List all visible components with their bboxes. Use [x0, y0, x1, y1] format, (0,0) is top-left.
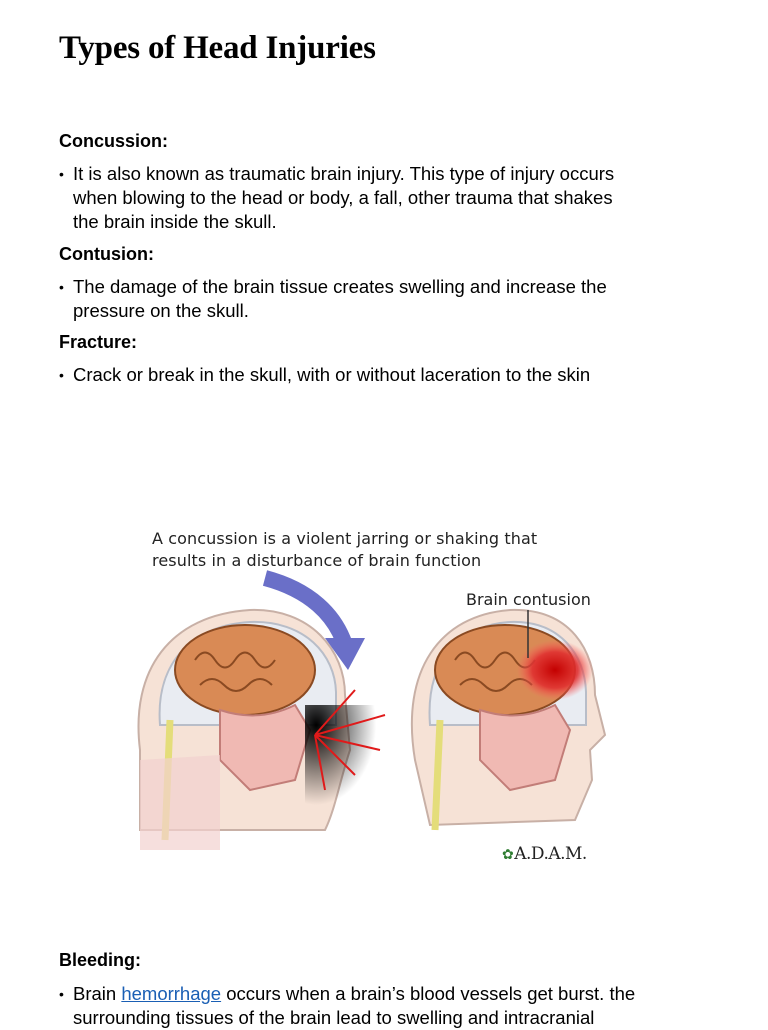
heading-bleeding: Bleeding:: [59, 950, 142, 970]
text-line: pressure on the skull.: [73, 300, 249, 321]
adam-logo: ✿A.D.A.M.: [502, 844, 587, 864]
bullet-bleeding: [59, 982, 699, 1030]
bullet-dot: •: [59, 367, 64, 383]
text-line: It is also known as traumatic brain injury. This type of injury occurs: [73, 163, 615, 184]
text-line: Crack or break in the skull, with or without laceration to the skin: [73, 364, 591, 385]
bullet-dot: •: [59, 986, 64, 1002]
head-injury-illustration: [100, 520, 640, 880]
text-line: the brain inside the skull.: [73, 211, 277, 232]
text-line: The damage of the brain tissue creates swelling and increase the: [73, 276, 607, 297]
text-line: surrounding tissues of the brain lead to swelling and intracranial: [73, 1007, 595, 1028]
left-head-diagram: [138, 578, 385, 850]
text-line: Brain hemorrhage occurs when a brain’s blood vessels get burst. the: [73, 983, 636, 1004]
bullet-dot: •: [59, 166, 64, 182]
heading-fracture: Fracture:: [59, 332, 138, 352]
brain-contusion-label: Brain contusion: [466, 590, 591, 609]
heading-concussion: Concussion:: [59, 131, 169, 151]
leaf-icon: ✿: [502, 847, 514, 863]
text-line: when blowing to the head or body, a fall, other trauma that shakes: [73, 187, 613, 208]
right-head-diagram: [412, 610, 605, 830]
bullet-concussion: [59, 162, 699, 234]
page-title: Types of Head Injuries: [59, 30, 376, 66]
hemorrhage-link[interactable]: hemorrhage: [121, 983, 222, 1004]
heading-contusion: Contusion:: [59, 244, 154, 264]
bullet-contusion: [59, 275, 699, 323]
bullet-dot: •: [59, 279, 64, 295]
bullet-fracture: [59, 363, 699, 387]
figure-caption: A concussion is a violent jarring or shaking that results in a disturbance of brain function: [152, 529, 538, 570]
illustration-svg: [100, 520, 640, 880]
